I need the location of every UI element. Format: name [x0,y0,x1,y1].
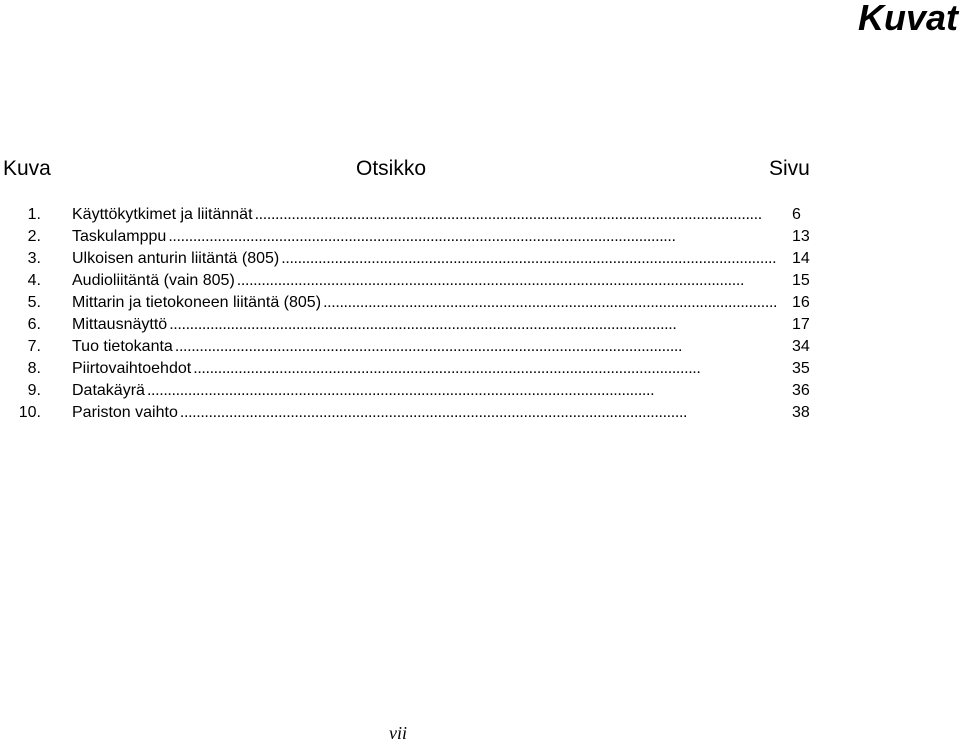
toc-entry-page: 35 [792,360,810,377]
toc-entry-page: 15 [792,272,810,289]
toc-entry-number: 3. [27,250,41,267]
toc-entry[interactable] [0,204,830,226]
toc-entry[interactable] [0,358,830,380]
toc-entry-number: 2. [27,228,41,245]
toc-entry-page: 38 [792,404,810,421]
toc-entry-title: Taskulamppu [72,228,167,245]
column-header-caption: Otsikko [356,157,427,180]
toc-entry-title: Mittarin ja tietokoneen liitäntä (805) [72,294,322,311]
toc-entry[interactable] [0,226,830,248]
toc-entry-page: 6 [792,206,801,223]
toc-entry[interactable] [0,336,830,358]
toc-entry-title: Ulkoisen anturin liitäntä (805) [72,250,280,267]
toc-entry-title: Mittausnäyttö [72,316,168,333]
toc-entry[interactable] [0,292,830,314]
toc-entry-page: 36 [792,382,810,399]
toc-entry-number: 4. [27,272,41,289]
toc-entry-title: Piirtovaihtoehdot [72,360,192,377]
toc-entry-page: 13 [792,228,810,245]
toc-entry-page: 14 [792,250,810,267]
toc-entry-number: 7. [27,338,41,355]
page-title: Kuvat [857,0,958,38]
toc-entry-number: 8. [27,360,41,377]
toc-entry-title: Audioliitäntä (vain 805) [72,272,235,289]
toc-entry-title: Tuo tietokanta [72,338,173,355]
column-header-page: Sivu [769,157,810,180]
toc-entry-number: 5. [27,294,41,311]
toc-entry-number: 9. [27,382,41,399]
toc-entry[interactable] [0,402,830,424]
toc-entry[interactable] [0,248,830,270]
toc-entry-title: Käyttökytkimet ja liitännät [72,206,253,223]
toc-entry-title: Datakäyrä [72,382,145,399]
toc-entry-number: 1. [27,206,41,223]
toc-entry-page: 34 [792,338,810,355]
toc-entry-title: Pariston vaihto [72,404,178,421]
toc-entry-page: 17 [792,316,810,333]
figure-list [0,204,830,424]
toc-entry-page: 16 [792,294,810,311]
toc-entry[interactable] [0,314,830,336]
toc-entry-number: 10. [18,404,41,421]
toc-entry[interactable] [0,380,830,402]
toc-entry[interactable] [0,270,830,292]
column-header-figure: Kuva [3,157,51,180]
page-number: vii [389,723,407,743]
toc-entry-number: 6. [27,316,41,333]
